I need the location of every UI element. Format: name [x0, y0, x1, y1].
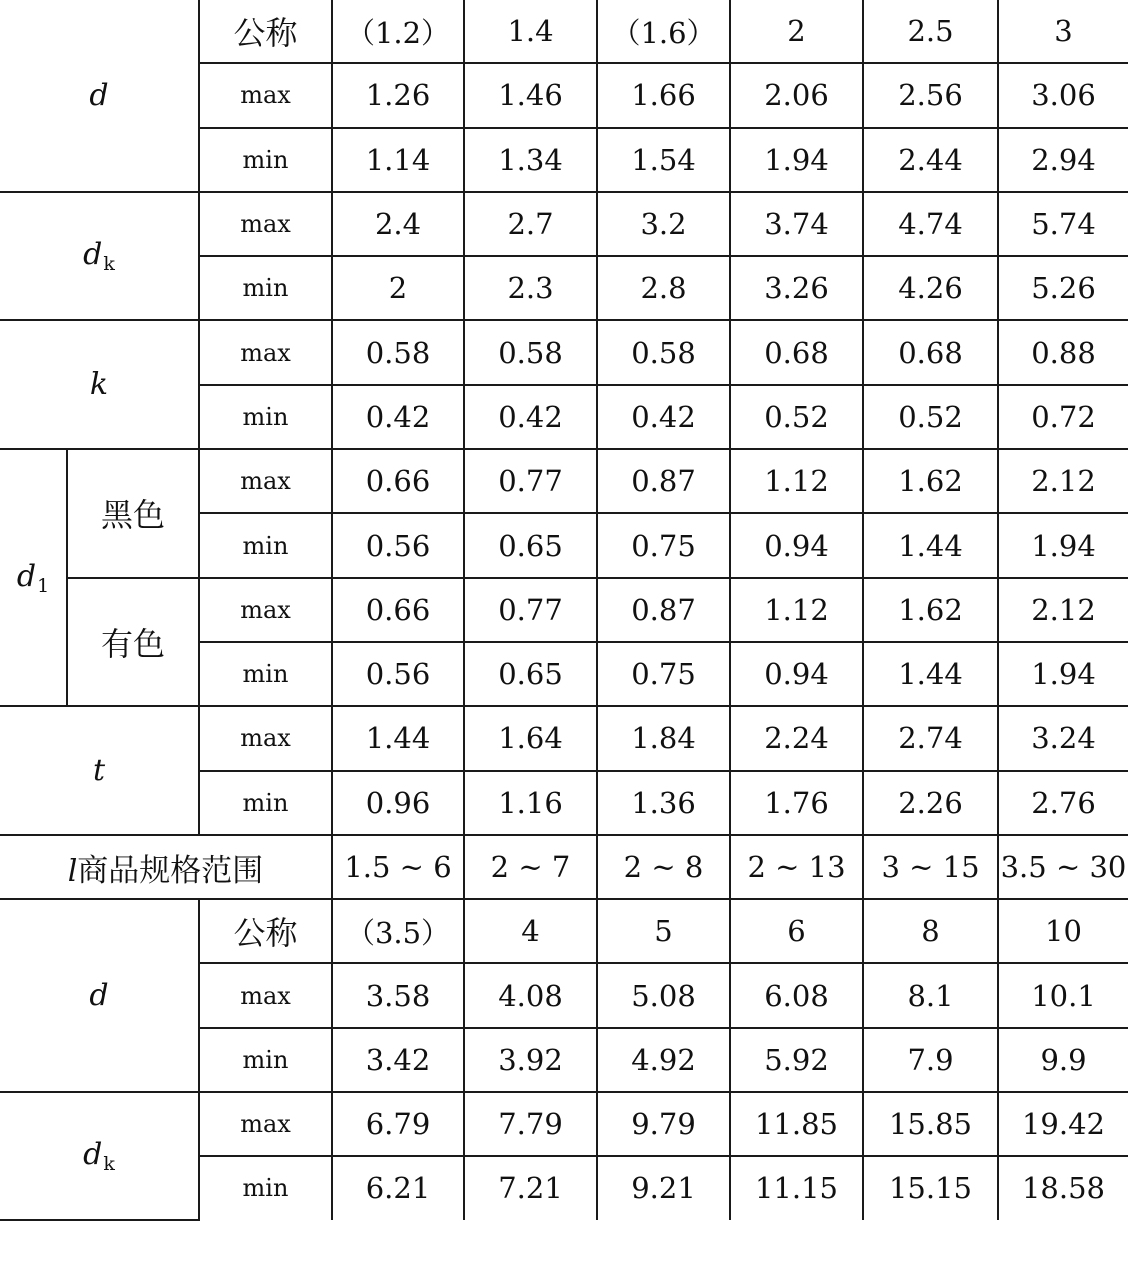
max-label: max [199, 963, 332, 1027]
table-row [0, 449, 1128, 513]
min-label: min [199, 1028, 332, 1092]
symbol-letter: d [89, 978, 109, 1014]
min-label: min [199, 642, 332, 706]
param-symbol [0, 899, 199, 1092]
value-cell: 2.74 [863, 706, 998, 770]
value-cell: 5.08 [597, 963, 730, 1027]
param-symbol [0, 1092, 199, 1220]
table-row [0, 320, 1128, 384]
value-cell: 2 ~ 7 [464, 835, 597, 899]
value-cell: 1.46 [464, 63, 597, 127]
value-cell: 1.12 [730, 449, 863, 513]
range-label-text: 商品规格范围 [77, 852, 264, 889]
value-cell: 4.08 [464, 963, 597, 1027]
min-label: min [199, 513, 332, 577]
value-cell: 6.08 [730, 963, 863, 1027]
value-cell: 1.44 [332, 706, 464, 770]
value-cell: 2.24 [730, 706, 863, 770]
value-cell: 4.74 [863, 192, 998, 256]
value-cell: 8.1 [863, 963, 998, 1027]
table-row [0, 706, 1128, 770]
param-symbol [0, 320, 199, 449]
value-cell: 2.26 [863, 771, 998, 835]
symbol-subscript: 1 [37, 574, 50, 597]
value-cell: 3.58 [332, 963, 464, 1027]
symbol-subscript: k [103, 1152, 115, 1175]
value-cell: 3.42 [332, 1028, 464, 1092]
value-cell: 4 [464, 899, 597, 963]
max-label: max [199, 1092, 332, 1156]
value-cell: 6.79 [332, 1092, 464, 1156]
value-cell: 11.15 [730, 1156, 863, 1219]
value-cell: 1.94 [730, 128, 863, 192]
table-row [0, 0, 1128, 63]
value-cell: 6.21 [332, 1156, 464, 1219]
value-cell: 1.76 [730, 771, 863, 835]
symbol-letter: l [67, 853, 78, 889]
table-row [0, 192, 1128, 256]
value-cell: 15.15 [863, 1156, 998, 1219]
value-cell: 3.74 [730, 192, 863, 256]
value-cell: 3.92 [464, 1028, 597, 1092]
table-row [0, 578, 1128, 642]
value-cell: 9.21 [597, 1156, 730, 1219]
value-cell: 3.06 [998, 63, 1128, 127]
min-label: min [199, 256, 332, 320]
value-cell: 0.75 [597, 513, 730, 577]
param-symbol [0, 192, 199, 321]
table-row [0, 899, 1128, 963]
value-cell: 0.72 [998, 385, 1128, 449]
value-cell: 0.56 [332, 642, 464, 706]
value-cell: 0.52 [730, 385, 863, 449]
value-cell: 1.14 [332, 128, 464, 192]
value-cell: 0.68 [730, 320, 863, 384]
value-cell: 1.64 [464, 706, 597, 770]
value-cell: 0.88 [998, 320, 1128, 384]
max-label: max [199, 706, 332, 770]
value-cell: 0.96 [332, 771, 464, 835]
symbol-letter: d [83, 1136, 103, 1172]
max-label: max [199, 578, 332, 642]
value-cell: 2.06 [730, 63, 863, 127]
value-cell: 0.87 [597, 578, 730, 642]
value-cell: 6 [730, 899, 863, 963]
symbol-letter: d [83, 237, 103, 273]
symbol-subscript: k [103, 253, 115, 276]
value-cell: 2.7 [464, 192, 597, 256]
value-cell: 2.4 [332, 192, 464, 256]
value-cell: 2.12 [998, 578, 1128, 642]
value-cell: 0.94 [730, 642, 863, 706]
value-cell: 0.65 [464, 642, 597, 706]
value-cell: 0.58 [332, 320, 464, 384]
value-cell: 1.62 [863, 449, 998, 513]
value-cell: 2 ~ 13 [730, 835, 863, 899]
value-cell: 2.94 [998, 128, 1128, 192]
value-cell: （3.5） [332, 899, 464, 963]
value-cell: 0.52 [863, 385, 998, 449]
value-cell: 7.21 [464, 1156, 597, 1219]
value-cell: 9.9 [998, 1028, 1128, 1092]
nominal-label: 公称 [199, 0, 332, 63]
value-cell: 3.5 ~ 30 [998, 835, 1128, 899]
value-cell: 2 [332, 256, 464, 320]
value-cell: 0.65 [464, 513, 597, 577]
value-cell: 9.79 [597, 1092, 730, 1156]
value-cell: 1.94 [998, 642, 1128, 706]
value-cell: 0.87 [597, 449, 730, 513]
value-cell: 1.26 [332, 63, 464, 127]
min-label: min [199, 1156, 332, 1219]
value-cell: 0.77 [464, 449, 597, 513]
value-cell: 3.24 [998, 706, 1128, 770]
value-cell: 2.12 [998, 449, 1128, 513]
value-cell: 10.1 [998, 963, 1128, 1027]
value-cell: 1.5 ~ 6 [332, 835, 464, 899]
value-cell: 0.66 [332, 449, 464, 513]
value-cell: 0.42 [597, 385, 730, 449]
value-cell: 1.44 [863, 642, 998, 706]
nominal-label: 公称 [199, 899, 332, 963]
value-cell: 0.77 [464, 578, 597, 642]
value-cell: 5.92 [730, 1028, 863, 1092]
table-row [0, 1092, 1128, 1156]
value-cell: 1.84 [597, 706, 730, 770]
symbol-letter: d [16, 558, 37, 594]
value-cell: 2 [730, 0, 863, 63]
value-cell: 2.44 [863, 128, 998, 192]
value-cell: 1.62 [863, 578, 998, 642]
value-cell: 0.94 [730, 513, 863, 577]
value-cell: 18.58 [998, 1156, 1128, 1219]
value-cell: 1.4 [464, 0, 597, 63]
value-cell: 7.9 [863, 1028, 998, 1092]
value-cell: 2.8 [597, 256, 730, 320]
value-cell: 1.34 [464, 128, 597, 192]
value-cell: 5.26 [998, 256, 1128, 320]
value-cell: 2.76 [998, 771, 1128, 835]
symbol-letter: k [89, 367, 109, 403]
value-cell: 0.58 [464, 320, 597, 384]
value-cell: 15.85 [863, 1092, 998, 1156]
value-cell: 1.44 [863, 513, 998, 577]
value-cell: 3.2 [597, 192, 730, 256]
value-cell: 10 [998, 899, 1128, 963]
value-cell: 11.85 [730, 1092, 863, 1156]
value-cell: （1.2） [332, 0, 464, 63]
length-range-label [0, 835, 332, 899]
value-cell: 0.42 [332, 385, 464, 449]
param-symbol [0, 0, 199, 192]
value-cell: 5.74 [998, 192, 1128, 256]
value-cell: 8 [863, 899, 998, 963]
max-label: max [199, 449, 332, 513]
value-cell: 1.54 [597, 128, 730, 192]
value-cell: 4.26 [863, 256, 998, 320]
value-cell: 1.94 [998, 513, 1128, 577]
min-label: min [199, 385, 332, 449]
max-label: max [199, 320, 332, 384]
value-cell: 3 ~ 15 [863, 835, 998, 899]
value-cell: 0.58 [597, 320, 730, 384]
param-symbol [0, 449, 67, 706]
value-cell: 0.75 [597, 642, 730, 706]
value-cell: （1.6） [597, 0, 730, 63]
min-label: min [199, 771, 332, 835]
value-cell: 2.5 [863, 0, 998, 63]
value-cell: 1.36 [597, 771, 730, 835]
value-cell: 0.68 [863, 320, 998, 384]
value-cell: 2.56 [863, 63, 998, 127]
value-cell: 3 [998, 0, 1128, 63]
value-cell: 3.26 [730, 256, 863, 320]
table-row [0, 835, 1128, 899]
value-cell: 2 ~ 8 [597, 835, 730, 899]
value-cell: 19.42 [998, 1092, 1128, 1156]
symbol-letter: d [89, 77, 109, 113]
min-label: min [199, 128, 332, 192]
value-cell: 7.79 [464, 1092, 597, 1156]
value-cell: 5 [597, 899, 730, 963]
color-group-label: 有色 [67, 578, 199, 707]
value-cell: 1.66 [597, 63, 730, 127]
value-cell: 0.42 [464, 385, 597, 449]
value-cell: 0.56 [332, 513, 464, 577]
max-label: max [199, 192, 332, 256]
value-cell: 1.12 [730, 578, 863, 642]
color-group-label: 黑色 [67, 449, 199, 578]
max-label: max [199, 63, 332, 127]
value-cell: 2.3 [464, 256, 597, 320]
value-cell: 1.16 [464, 771, 597, 835]
value-cell: 0.66 [332, 578, 464, 642]
symbol-letter: t [92, 753, 106, 789]
value-cell: 4.92 [597, 1028, 730, 1092]
param-symbol [0, 706, 199, 835]
